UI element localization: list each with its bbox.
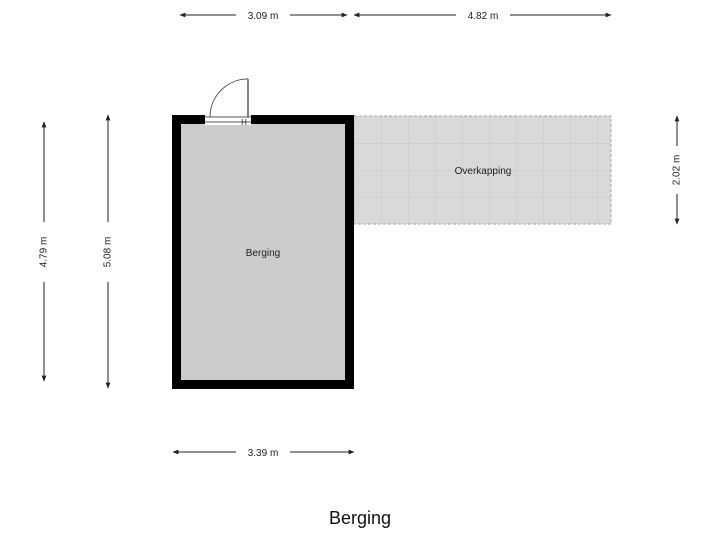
- dimension-left-inner-label: 5.08 m: [102, 236, 114, 268]
- dimension-right-label: 2.02 m: [671, 154, 683, 186]
- page-title: Berging: [328, 508, 392, 528]
- room-label-overkapping: Overkapping: [454, 166, 512, 177]
- room-label-berging: Berging: [245, 248, 281, 259]
- dimension-left-outer-label: 4.79 m: [38, 236, 50, 268]
- dimension-bottom-label: 3.39 m: [247, 448, 279, 459]
- door: [205, 79, 251, 127]
- dimension-left-inner: [103, 115, 114, 388]
- dimension-top-left: [180, 11, 347, 22]
- dimension-top-left-label: 3.09 m: [247, 11, 279, 22]
- dimension-left-outer: [39, 122, 50, 381]
- dimension-bottom: [173, 448, 354, 459]
- dimension-right: [672, 116, 683, 224]
- door-label: H: [241, 118, 247, 127]
- dimension-top-right: [354, 11, 611, 22]
- dimension-top-right-label: 4.82 m: [467, 11, 499, 22]
